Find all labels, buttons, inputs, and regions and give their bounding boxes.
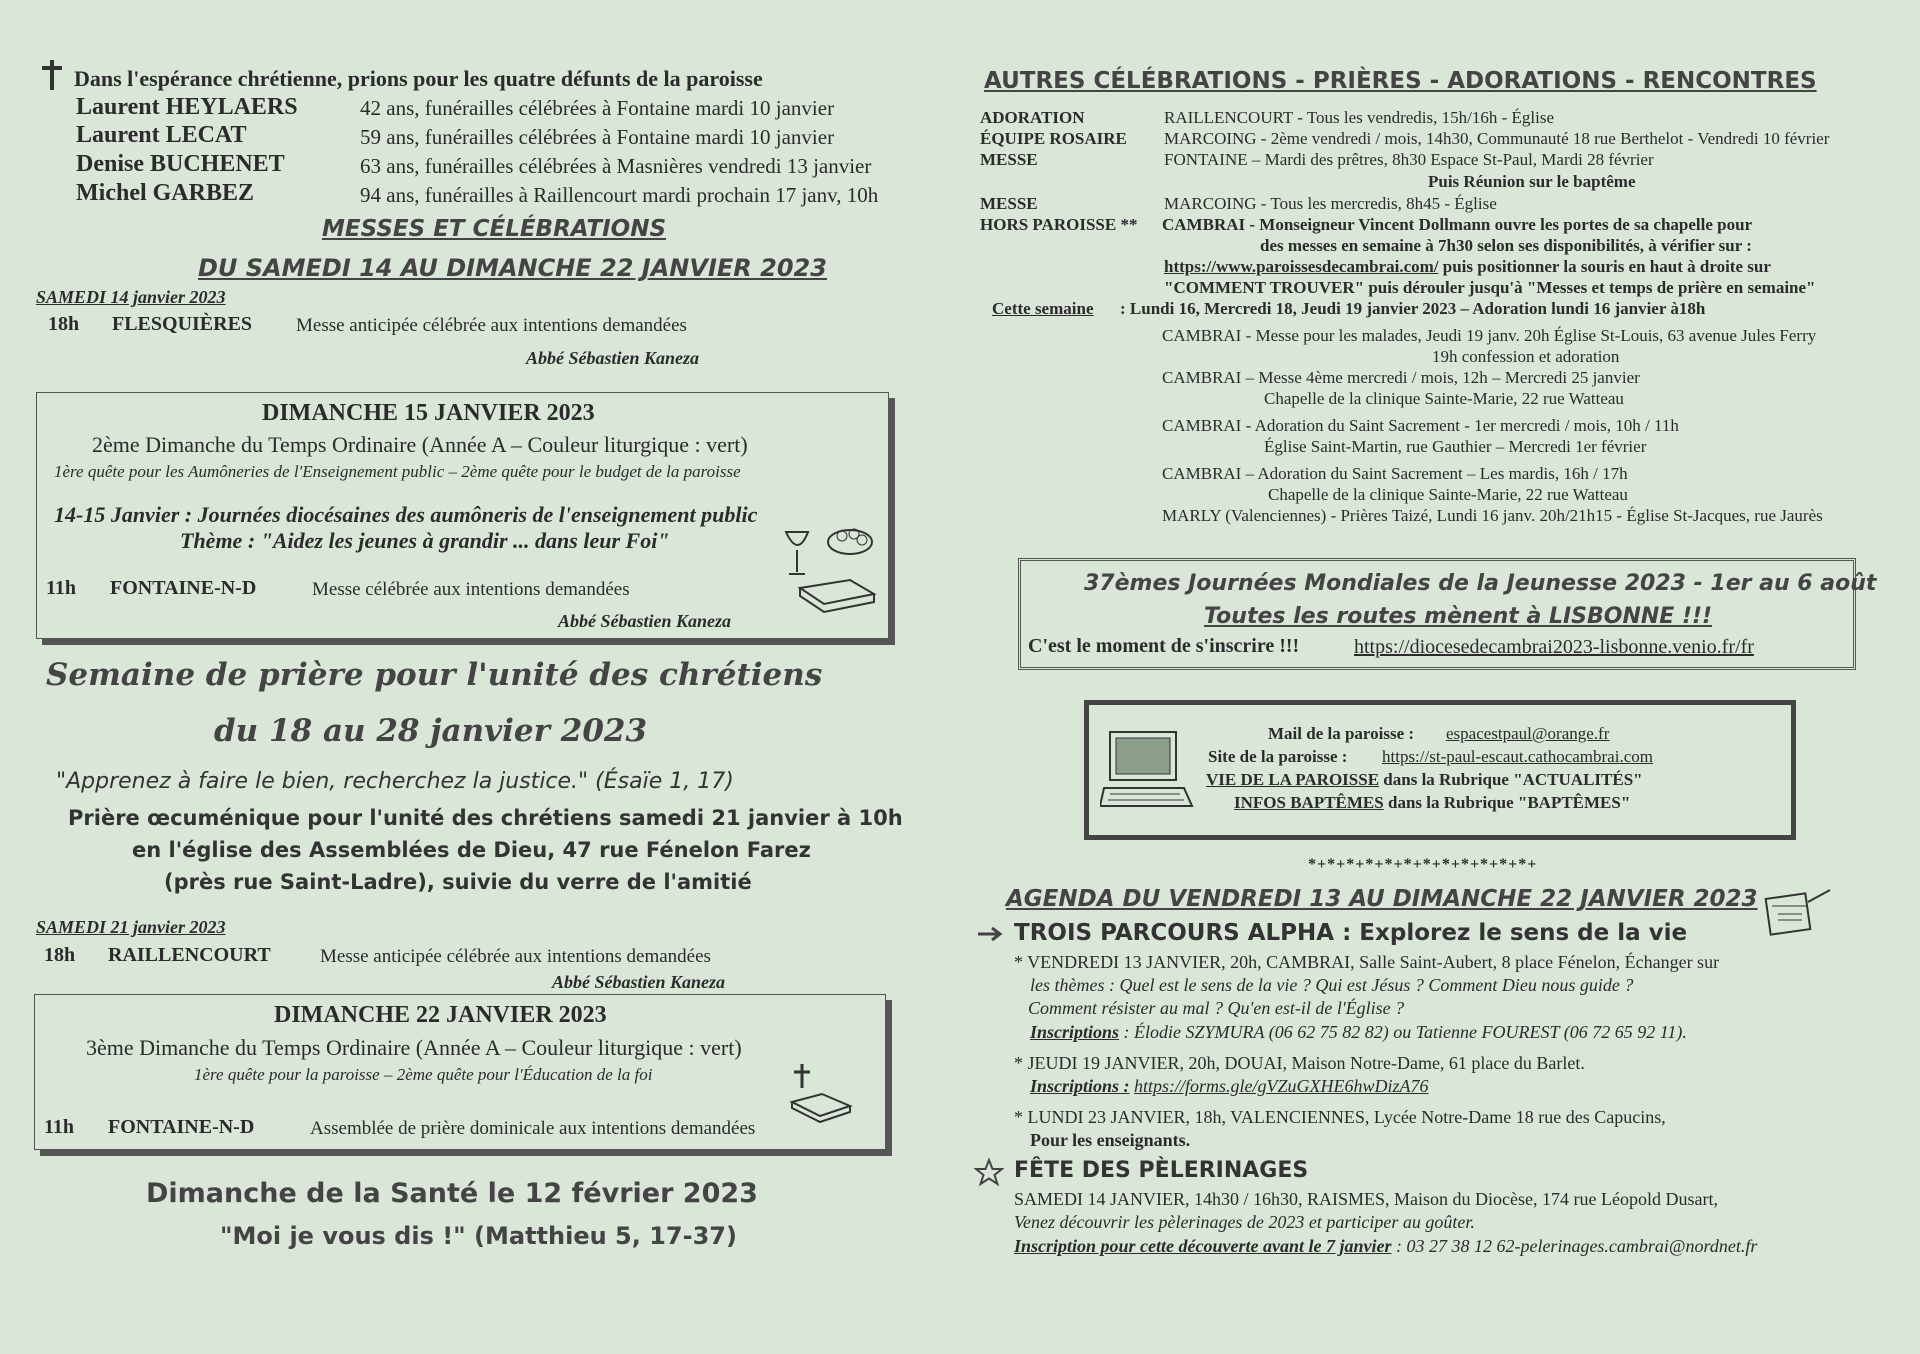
item-3-line2: Église Saint-Martin, rue Gauthier – Mercredi 1er février (1264, 437, 1647, 456)
item-4-line2: Chapelle de la clinique Sainte-Marie, 22 rue Watteau (1268, 485, 1628, 504)
alpha-b2-label: Inscriptions : (1030, 1076, 1130, 1096)
health-verse: "Moi je vous dis !" (Matthieu 5, 17-37) (220, 1222, 737, 1250)
alpha-a2: les thèmes : Quel est le sens de la vie ? Qui est Jésus ? Comment Dieu nous guide ? (1030, 975, 1634, 995)
alpha-a4 (1030, 1022, 1687, 1043)
health-title: Dimanche de la Santé le 12 février 2023 (146, 1178, 758, 1209)
alpha-a4-text: : Élodie SZYMURA (06 62 75 82 82) ou Tatienne FOUREST (06 72 65 92 11). (1119, 1022, 1687, 1042)
unity-title: Semaine de prière pour l'unité des chrétiens (46, 657, 823, 693)
alpha-a3: Comment résister au mal ? Qu'en est-il de l'Église ? (1028, 998, 1405, 1018)
cambrai-line2: des messes en semaine à 7h30 selon ses disponibilités, à vérifier sur : (1260, 236, 1752, 255)
alpha-a1: * VENDREDI 13 JANVIER, 20h, CAMBRAI, Salle Saint-Aubert, 8 place Fénelon, Échanger sur (1014, 952, 1720, 972)
item-2-line1: CAMBRAI – Messe 4ème mercredi / mois, 12h – Mercredi 25 janvier (1162, 368, 1640, 387)
sun15-place: FONTAINE-N-D (110, 577, 257, 599)
other-label-messe1: MESSE (980, 150, 1038, 169)
sun15-desc: Messe célébrée aux intentions demandées (312, 579, 630, 600)
jmj-line1: 37èmes Journées Mondiales de la Jeunesse 2023 - 1er au 6 août (1084, 571, 1877, 596)
alpha-title: TROIS PARCOURS ALPHA : Explorez le sens de la vie (1014, 920, 1688, 946)
vie-link[interactable]: VIE DE LA PAROISSE (1206, 770, 1380, 789)
site-link[interactable]: https://st-paul-escaut.cathocambrai.com (1382, 747, 1653, 766)
sat21-date: SAMEDI 21 janvier 2023 (36, 917, 226, 937)
jmj-line2: Toutes les routes mènent à LISBONNE !!! (1204, 604, 1713, 629)
sat21-priest: Abbé Sébastien Kaneza (552, 972, 726, 992)
item-5-line1: MARLY (Valenciennes) - Prières Taizé, Lundi 16 janv. 20h/21h15 - Église St-Jacques, rue Jaurès (1162, 506, 1823, 525)
chalice-bible-icon (780, 524, 878, 616)
sat21-time: 18h (44, 944, 76, 966)
computer-icon (1100, 728, 1196, 814)
alpha-b1: * JEUDI 19 JANVIER, 20h, DOUAI, Maison Notre-Dame, 61 place du Barlet. (1014, 1053, 1585, 1073)
alpha-c2: Pour les enseignants. (1030, 1130, 1191, 1150)
unity-dates: du 18 au 28 janvier 2023 (214, 713, 648, 749)
other-label-hors: HORS PAROISSE ** (980, 215, 1138, 234)
forms-link[interactable]: https://forms.gle/gVZuGXHE6hwDizA76 (1134, 1076, 1429, 1096)
sun22-desc: Assemblée de prière dominicale aux intentions demandées (310, 1118, 756, 1139)
sat21-place: RAILLENCOURT (108, 944, 271, 966)
stars-divider: *+*+*+*+*+*+*+*+*+*+*+*+ (1308, 856, 1538, 873)
infos-link[interactable]: INFOS BAPTÊMES (1234, 793, 1384, 812)
item-4-line1: CAMBRAI – Adoration du Saint Sacrement – Les mardis, 16h / 17h (1162, 464, 1628, 483)
sun22-line1: 3ème Dimanche du Temps Ordinaire (Année A – Couleur liturgique : vert) (86, 1035, 742, 1060)
week-label: Cette semaine (992, 299, 1094, 318)
sun15-priest: Abbé Sébastien Kaneza (558, 611, 732, 631)
other-label-adoration: ADORATION (980, 108, 1085, 127)
sun15-time: 11h (46, 577, 77, 599)
calendar-icon (1764, 886, 1834, 938)
cambrai-line4: "COMMENT TROUVER" puis dérouler jusqu'à "Messes et temps de prière en semaine" (1164, 278, 1816, 297)
other-text-messe2: MARCOING - Tous les mercredis, 8h45 - Église (1164, 194, 1497, 213)
fete-f1: SAMEDI 14 JANVIER, 14h30 / 16h30, RAISMES, Maison du Diocèse, 174 rue Léopold Dusart, (1014, 1189, 1718, 1209)
star-icon (974, 1158, 1004, 1186)
unity-verse: "Apprenez à faire le bien, recherchez la justice." (Ésaïe 1, 17) (56, 769, 734, 794)
alpha-c1: * LUNDI 23 JANVIER, 18h, VALENCIENNES, Lycée Notre-Dame 18 rue des Capucins, (1014, 1107, 1666, 1127)
sun15-quete: 1ère quête pour les Aumôneries de l'Enseignement public – 2ème quête pour le budget de la paroisse (54, 462, 741, 481)
sat14-priest: Abbé Sébastien Kaneza (526, 348, 700, 368)
fete-f2: Venez découvrir les pèlerinages de 2023 et participer au goûter. (1014, 1212, 1475, 1232)
fete-f3-text: : 03 27 38 12 62-pelerinages.cambrai@nordnet.fr (1391, 1236, 1758, 1256)
masses-dates-title: DU SAMEDI 14 AU DIMANCHE 22 JANVIER 2023 (198, 254, 827, 282)
deceased-details-1: 42 ans, funérailles célébrées à Fontaine mardi 10 janvier (360, 96, 835, 120)
unity-line3: (près rue Saint-Ladre), suivie du verre de l'amitié (164, 870, 752, 894)
fete-f3 (1014, 1236, 1757, 1257)
mail-link[interactable]: espacestpaul@orange.fr (1446, 724, 1610, 743)
unity-line2: en l'église des Assemblées de Dieu, 47 rue Fénelon Farez (132, 838, 811, 862)
sun15-line1: 2ème Dimanche du Temps Ordinaire (Année A – Couleur liturgique : vert) (92, 432, 748, 457)
sat14-time: 18h (48, 313, 80, 335)
fete-title: FÊTE DES PÈLERINAGES (1014, 1158, 1309, 1183)
other-text-bapteme: Puis Réunion sur le baptême (1428, 172, 1636, 191)
bible-cross-icon (786, 1060, 856, 1126)
sat21-desc: Messe anticipée célébrée aux intentions demandées (320, 946, 711, 967)
other-text-cambrai: CAMBRAI - Monseigneur Vincent Dollmann ouvre les portes de sa chapelle pour (1162, 215, 1753, 234)
sun22-title: DIMANCHE 22 JANVIER 2023 (274, 1002, 607, 1028)
alpha-a4-label: Inscriptions (1030, 1022, 1120, 1042)
week-text: : Lundi 16, Mercredi 18, Jeudi 19 janvier 2023 – Adoration lundi 16 janvier à18h (1120, 299, 1706, 318)
mail-label: Mail de la paroisse : (1268, 724, 1415, 743)
infos-rest: dans la Rubrique "BAPTÊMES" (1383, 793, 1631, 812)
site-label: Site de la paroisse : (1208, 747, 1348, 766)
vie-rest: dans la Rubrique "ACTUALITÉS" (1379, 770, 1643, 789)
deceased-details-3: 63 ans, funérailles célébrées à Masnières vendredi 13 janvier (360, 154, 872, 178)
other-title: AUTRES CÉLÉBRATIONS - PRIÈRES - ADORATIONS - RENCONTRES (984, 68, 1817, 94)
alpha-b2 (1030, 1076, 1429, 1097)
other-text-rosaire: MARCOING - 2ème vendredi / mois, 14h30, Communauté 18 rue Berthelot - Vendredi 10 février (1164, 129, 1830, 148)
deceased-name-4: Michel GARBEZ (76, 180, 254, 206)
unity-line1: Prière œcuménique pour l'unité des chrétiens samedi 21 janvier à 10h (68, 806, 903, 830)
sun22-place: FONTAINE-N-D (108, 1116, 255, 1138)
agenda-title: AGENDA DU VENDREDI 13 AU DIMANCHE 22 JANVIER 2023 (1006, 886, 1758, 912)
other-label-messe2: MESSE (980, 194, 1038, 213)
deceased-name-3: Denise BUCHENET (76, 151, 285, 177)
sat14-desc: Messe anticipée célébrée aux intentions demandées (296, 315, 687, 336)
sun15-theme: Thème : "Aidez les jeunes à grandir ... dans leur Foi" (180, 528, 670, 553)
cambrai-line3 (1164, 257, 1771, 277)
deceased-details-2: 59 ans, funérailles célébrées à Fontaine mardi 10 janvier (360, 125, 835, 149)
sun15-title: DIMANCHE 15 JANVIER 2023 (262, 400, 595, 426)
sun22-quete: 1ère quête pour la paroisse – 2ème quête pour l'Éducation de la foi (194, 1065, 653, 1084)
item-1-line1: CAMBRAI - Messe pour les malades, Jeudi 19 janv. 20h Église St-Louis, 63 avenue Jules Ferry (1162, 326, 1817, 345)
sun22-time: 11h (44, 1116, 75, 1138)
paroisses-link[interactable]: https://www.paroissesdecambrai.com/ (1164, 257, 1439, 276)
item-1-line2: 19h confession et adoration (1432, 347, 1620, 366)
item-3-line1: CAMBRAI - Adoration du Saint Sacrement - 1er mercredi / mois, 10h / 11h (1162, 416, 1679, 435)
cross-icon (38, 58, 66, 92)
sun15-days: 14-15 Janvier : Journées diocésaines des aumôneris de l'enseignement public (54, 502, 758, 527)
sat14-date: SAMEDI 14 janvier 2023 (36, 287, 226, 307)
masses-title: MESSES ET CÉLÉBRATIONS (322, 216, 667, 242)
other-text-adoration: RAILLENCOURT - Tous les vendredis, 15h/16h - Église (1164, 108, 1555, 127)
fete-f3-label: Inscription pour cette découverte avant le 7 janvier (1014, 1236, 1392, 1256)
deceased-intro: Dans l'espérance chrétienne, prions pour les quatre défunts de la paroisse (74, 66, 763, 91)
arrow-icon (976, 926, 1004, 942)
item-2-line2: Chapelle de la clinique Sainte-Marie, 22 rue Watteau (1264, 389, 1624, 408)
deceased-name-1: Laurent HEYLAERS (76, 94, 298, 120)
other-label-rosaire: ÉQUIPE ROSAIRE (980, 129, 1127, 148)
cambrai-line3-rest: puis positionner la souris en haut à droite sur (1438, 257, 1771, 276)
deceased-name-2: Laurent LECAT (76, 122, 247, 148)
vie-line (1206, 770, 1643, 790)
jmj-link[interactable]: https://diocesedecambrai2023-lisbonne.venio.fr/fr (1354, 636, 1754, 658)
other-text-messe1: FONTAINE – Mardi des prêtres, 8h30 Espace St-Paul, Mardi 28 février (1164, 150, 1654, 169)
jmj-line3: C'est le moment de s'inscrire !!! (1028, 635, 1300, 657)
deceased-details-4: 94 ans, funérailles à Raillencourt mardi prochain 17 janv, 10h (360, 183, 879, 207)
sat14-place: FLESQUIÈRES (112, 313, 253, 335)
infos-line (1234, 793, 1630, 813)
